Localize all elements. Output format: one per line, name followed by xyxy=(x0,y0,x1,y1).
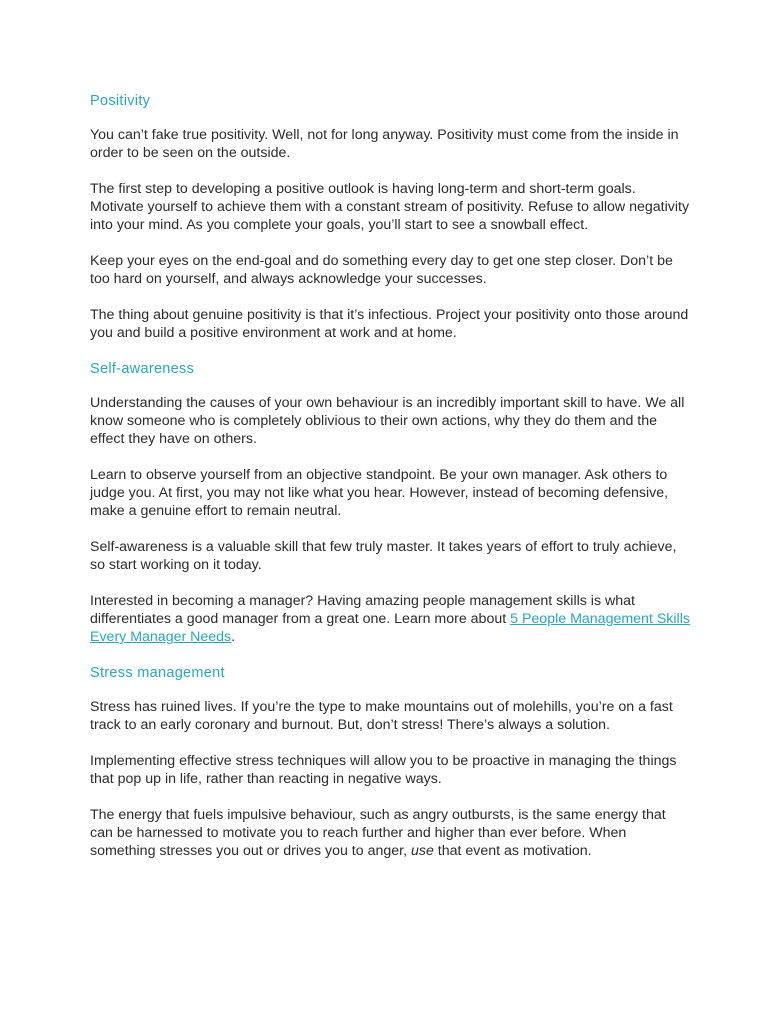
paragraph: Self-awareness is a valuable skill that few truly master. It takes years of effort to truly achieve, so start working on it today. xyxy=(90,539,677,573)
paragraph-text: Interested in becoming a manager? Having amazing people management skills is what differentiates a good manager from a great one. Learn more about xyxy=(90,593,635,627)
section-heading-positivity: Positivity xyxy=(90,93,151,109)
article-body xyxy=(90,92,690,878)
paragraph-with-emphasis xyxy=(90,806,690,860)
paragraph: Stress has ruined lives. If you’re the type to make mountains out of molehills, you’re on a fast track to an early coronary and burnout. But, don’t stress! There’s always a solution. xyxy=(90,699,673,733)
paragraph-with-link xyxy=(90,592,690,646)
paragraph-text: The energy that fuels impulsive behaviour, such as angry outbursts, is the same energy that can be harnessed to motivate you to reach further and higher than ever before. When something stresses you out or drives you to anger, xyxy=(90,807,666,859)
paragraph: The first step to developing a positive outlook is having long-term and short-term goals. Motivate yourself to achieve them with a constant stream of positivity. Refuse to allow negativity into your mind. As you complete your goals, you’ll start to see a snowball effect. xyxy=(90,181,690,233)
section-self-awareness xyxy=(90,360,690,646)
paragraph: The thing about genuine positivity is that it’s infectious. Project your positivity onto those around you and build a positive environment at work and at home. xyxy=(90,307,689,341)
paragraph: Implementing effective stress techniques will allow you to be proactive in managing the things that pop up in life, rather than reacting in negative ways. xyxy=(90,753,677,787)
paragraph: You can’t fake true positivity. Well, not for long anyway. Positivity must come from the inside in order to be seen on the outside. xyxy=(90,127,679,161)
section-stress-management xyxy=(90,664,690,860)
paragraph: Understanding the causes of your own behaviour is an incredibly important skill to have. We all know someone who is completely oblivious to their own actions, why they do them and the effect they have on others. xyxy=(90,395,685,447)
paragraph-text: . xyxy=(231,629,236,645)
section-heading-stress-management: Stress management xyxy=(90,665,225,681)
management-skills-link[interactable]: 5 People Management Skills Every Manager Needs xyxy=(90,611,690,645)
paragraph-text: that event as motivation. xyxy=(433,843,592,859)
emphasis-text: use xyxy=(410,843,434,859)
section-positivity xyxy=(90,92,690,342)
paragraph: Keep your eyes on the end-goal and do something every day to get one step closer. Don’t be too hard on yourself, and always acknowledge your successes. xyxy=(90,253,673,287)
section-heading-self-awareness: Self-awareness xyxy=(90,361,195,377)
paragraph: Learn to observe yourself from an objective standpoint. Be your own manager. Ask others to judge you. At first, you may not like what you hear. However, instead of becoming defensive, make a genuine effort to remain neutral. xyxy=(90,467,669,519)
